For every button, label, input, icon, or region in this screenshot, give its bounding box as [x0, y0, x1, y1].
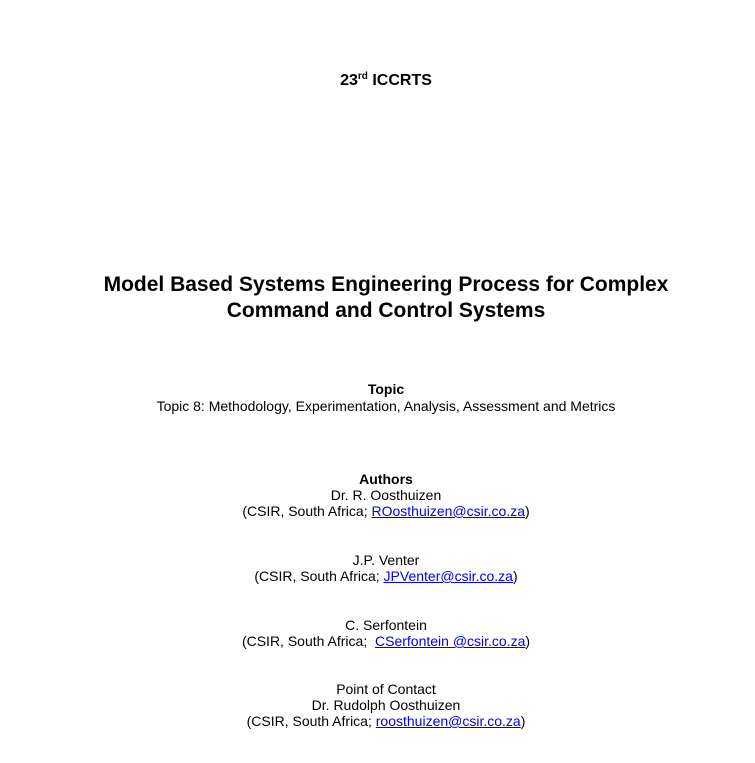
- author-entry: [0, 617, 755, 649]
- author-email-link[interactable]: CSerfontein @csir.co.za: [375, 633, 526, 649]
- point-of-contact: [0, 681, 755, 729]
- author-entry: [0, 552, 755, 584]
- author-affiliation: (CSIR, South Africa; ROosthuizen@csir.co.za): [242, 503, 530, 519]
- contact-affiliation: (CSIR, South Africa; roosthuizen@csir.co.za): [246, 713, 526, 729]
- paper-title-line-2: Command and Control Systems: [226, 299, 546, 322]
- author-affiliation: (CSIR, South Africa; JPVenter@csir.co.za): [254, 568, 518, 584]
- paper-title: [0, 272, 755, 324]
- author-name: C. Serfontein: [345, 617, 427, 633]
- conference-ordinal-suffix: rd: [357, 71, 368, 82]
- author-name: Dr. R. Oosthuizen: [330, 487, 442, 503]
- topic-heading: Topic: [367, 381, 405, 397]
- conference-name: [0, 72, 755, 90]
- author-email-link[interactable]: ROosthuizen@csir.co.za: [371, 503, 525, 519]
- authors-heading: Authors: [359, 471, 413, 487]
- contact-name: Dr. Rudolph Oosthuizen: [311, 697, 461, 713]
- contact-heading: Point of Contact: [336, 681, 436, 697]
- author-entry: [0, 487, 755, 519]
- conference-number: 23: [340, 72, 358, 89]
- paper-title-line-1: Model Based Systems Engineering Process for Complex: [103, 273, 669, 296]
- contact-email-link[interactable]: roosthuizen@csir.co.za: [375, 713, 521, 729]
- author-affiliation: (CSIR, South Africa; CSerfontein @csir.co.za): [241, 633, 531, 649]
- author-email-link[interactable]: JPVenter@csir.co.za: [383, 568, 513, 584]
- author-name: J.P. Venter: [352, 552, 420, 568]
- topic-text: Topic 8: Methodology, Experimentation, Analysis, Assessment and Metrics: [156, 398, 616, 414]
- conference-acronym: ICCRTS: [372, 72, 432, 89]
